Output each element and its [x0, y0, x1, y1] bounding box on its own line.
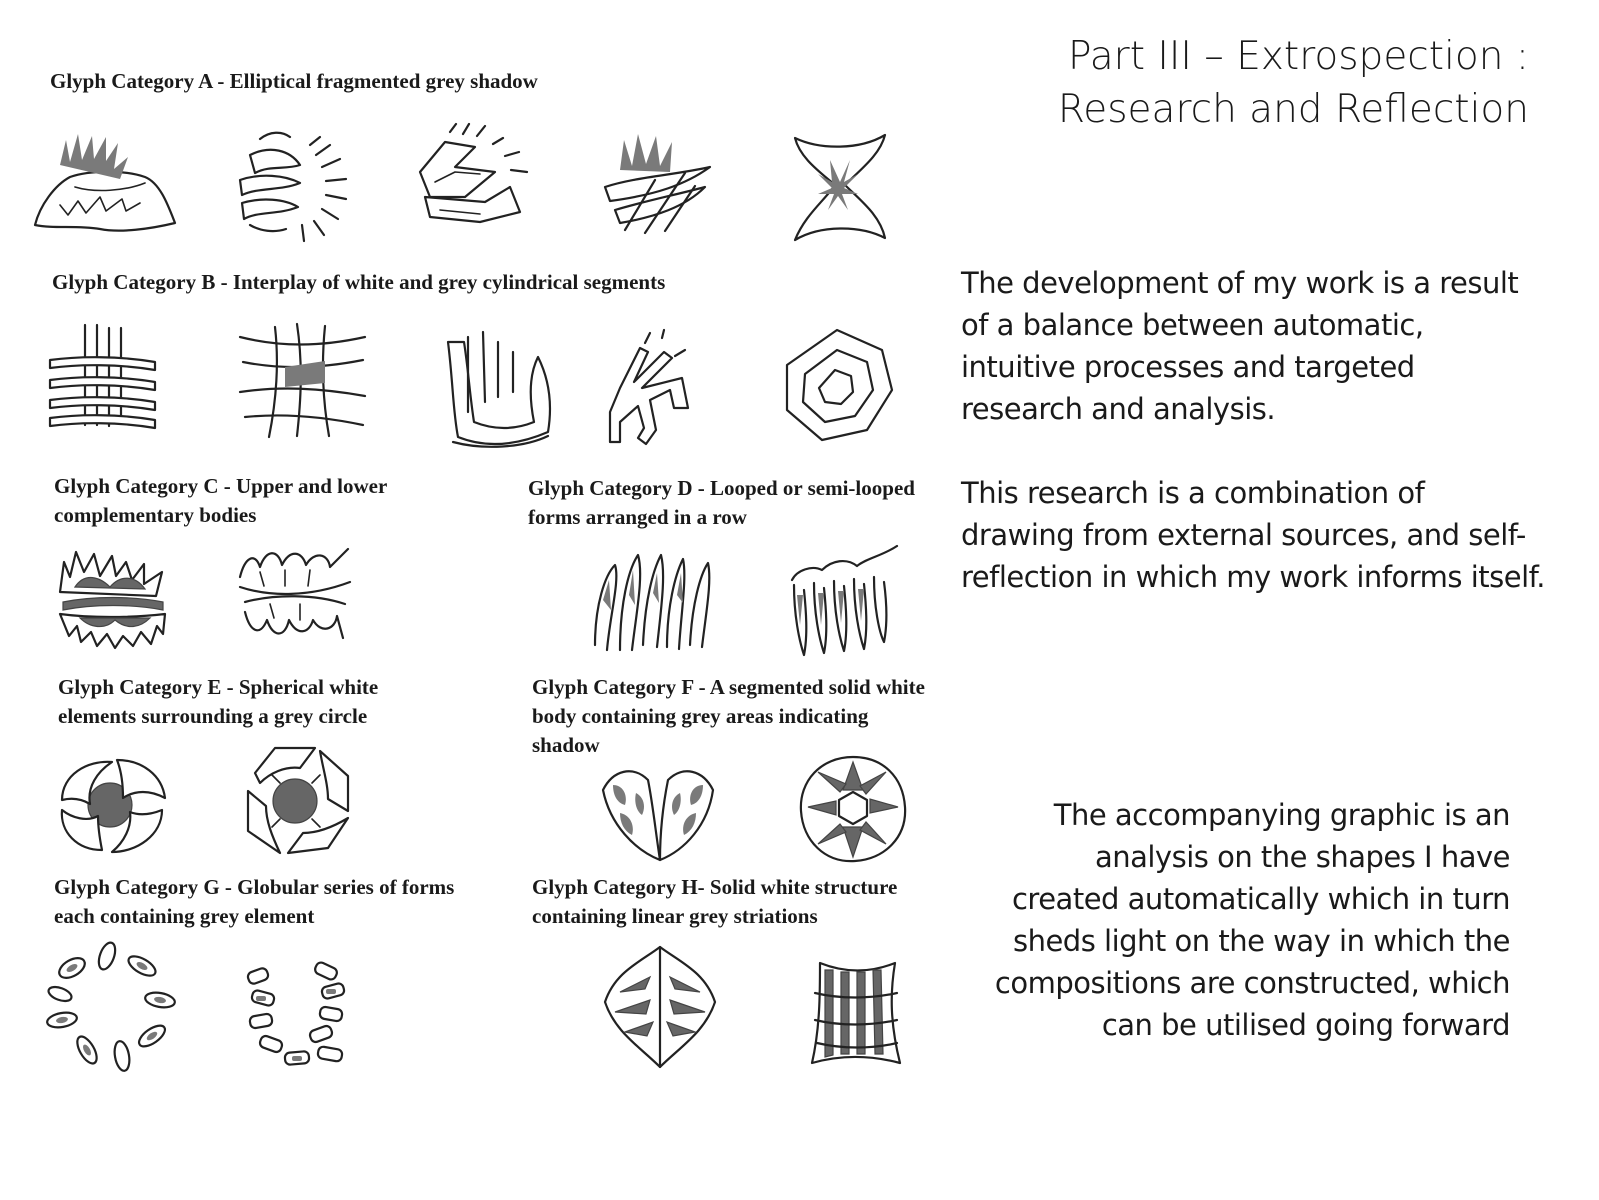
glyph-b4: [600, 328, 720, 453]
glyph-a5: [790, 130, 890, 245]
category-h-label: Glyph Category H- Solid white structure containing linear grey striations: [532, 875, 898, 928]
glyph-f1: [598, 765, 718, 865]
category-e-label: Glyph Category E - Spherical white elements surrounding a grey circle: [58, 675, 379, 728]
glyph-d2: [782, 545, 907, 660]
glyph-d1: [585, 545, 725, 660]
paragraph-research: This research is a combination of drawing from external sources, and self-reflection in which my work informs itself.: [961, 476, 1545, 594]
glyph-b5: [777, 325, 897, 445]
category-b-label: Glyph Category B - Interplay of white and grey cylindrical segments: [52, 270, 666, 294]
glyph-b3: [433, 322, 558, 457]
category-g-label: Glyph Category G - Globular series of forms each containing grey element: [54, 875, 455, 928]
page-title: Part III – Extrospection : Research and Reflection: [1057, 34, 1529, 132]
glyph-b2: [235, 322, 370, 440]
glyph-a3: [405, 122, 535, 237]
glyph-a4: [595, 125, 720, 240]
category-f-label: Glyph Category F - A segmented solid white body containing grey areas indicating shadow: [532, 675, 925, 757]
glyph-c2: [230, 542, 355, 650]
category-c-label: Glyph Category C - Upper and lower complementary bodies: [54, 474, 387, 527]
glyph-e2: [240, 743, 355, 858]
paragraph-development: The development of my work is a result of a balance between automatic, intuitive processes and targeted research and analysis.: [961, 266, 1519, 426]
glyph-h1: [600, 942, 720, 1072]
glyph-c1: [55, 542, 170, 654]
glyph-g1: [42, 938, 182, 1078]
category-d-label: Glyph Category D - Looped or semi-looped forms arranged in a row: [528, 476, 915, 529]
glyph-a1: [30, 125, 180, 240]
category-a-label: Glyph Category A - Elliptical fragmented grey shadow: [50, 69, 538, 93]
glyph-b1: [45, 320, 160, 435]
glyph-f2: [798, 752, 908, 864]
glyph-e1: [52, 750, 172, 858]
paragraph-graphic-analysis: The accompanying graphic is an analysis on the shapes I have created automatically which in turn sheds light on the way in which the compositions are constructed, which can be utilised going forward: [994, 798, 1510, 1042]
glyph-g2: [240, 960, 360, 1072]
glyph-a2: [230, 125, 355, 245]
glyph-h2: [805, 958, 905, 1070]
